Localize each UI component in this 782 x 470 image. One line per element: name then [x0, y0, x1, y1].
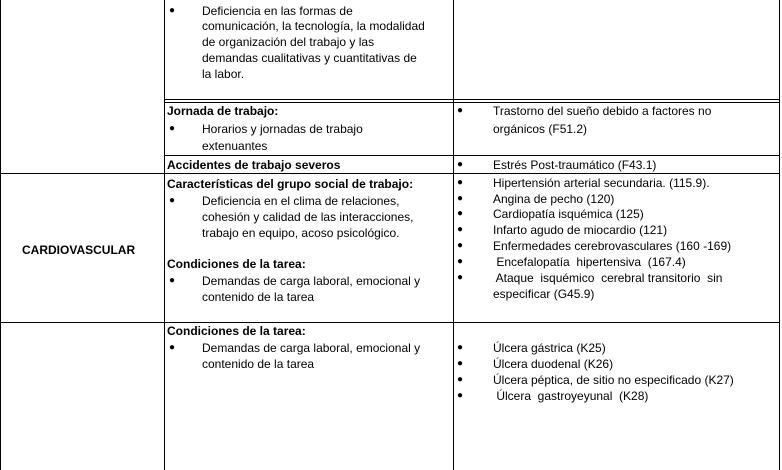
gastro-heading: Condiciones de la tarea:	[167, 324, 306, 338]
table-left-border	[0, 0, 1, 470]
row-divider-4	[0, 322, 780, 323]
table-right-border	[779, 0, 780, 470]
gastro-effect-1: Úlcera gástrica (K25)	[493, 341, 606, 355]
cardio-item1-line-3: trabajo en equipo, acoso psicológico.	[202, 226, 400, 240]
bullet-icon: ●	[457, 177, 464, 188]
bullet-icon: ●	[169, 195, 176, 206]
cardio-effect-4: Infarto agudo de miocardio (121)	[493, 223, 668, 237]
bullet-icon: ●	[457, 342, 464, 353]
column-divider-2	[453, 0, 454, 470]
section1-line-1: Deficiencia en las formas de	[202, 4, 353, 18]
cardio-effect-3: Cardiopatía isquémica (125)	[493, 207, 644, 221]
bullet-icon: ●	[457, 224, 464, 235]
jornada-effect-line-2: orgánicos (F51.2)	[493, 122, 588, 136]
bullet-icon: ●	[457, 159, 464, 170]
cardio-item1-line-2: cohesión y calidad de las interacciones,	[202, 210, 414, 224]
accidentes-heading: Accidentes de trabajo severos	[167, 158, 341, 172]
bullet-icon: ●	[457, 358, 464, 369]
gastro-item-line-2: contenido de la tarea	[202, 357, 315, 371]
row-divider-1	[164, 99, 780, 100]
jornada-item-line-1: Horarios y jornadas de trabajo	[202, 122, 363, 136]
bullet-icon: ●	[457, 390, 464, 401]
bullet-icon: ●	[457, 240, 464, 251]
jornada-effect-line-1: Trastorno del sueño debido a factores no	[493, 104, 712, 118]
row-divider-2	[164, 155, 780, 156]
gastro-item-line-1: Demandas de carga laboral, emocional y	[202, 341, 421, 355]
cardio-item2-line-1: Demandas de carga laboral, emocional y	[202, 274, 421, 288]
section1-line-2: comunicación, la tecnología, la modalidad	[202, 19, 425, 33]
column-divider-1	[164, 0, 165, 470]
jornada-item-line-2: extenuantes	[202, 139, 268, 153]
section1-line-5: la labor.	[202, 67, 245, 81]
cardio-effect-2: Angina de pecho (120)	[493, 192, 615, 206]
cardio-effect-7-continuation: especificar (G45.9)	[493, 287, 595, 301]
cardio-effect-7: Ataque isquémico cerebral transitorio sin	[493, 271, 723, 285]
section1-line-3: de organización del trabajo y las	[202, 35, 375, 49]
bullet-icon: ●	[169, 342, 176, 353]
row-divider-3	[0, 173, 780, 174]
bullet-icon: ●	[457, 272, 464, 283]
bullet-icon: ●	[457, 208, 464, 219]
bullet-icon: ●	[457, 374, 464, 385]
bullet-icon: ●	[169, 123, 176, 134]
gastro-effect-4: Úlcera gastroyeyunal (K28)	[493, 389, 649, 403]
category-cardiovascular: CARDIOVASCULAR	[22, 243, 136, 257]
bullet-icon: ●	[457, 256, 464, 267]
section1-line-4: demandas cualitativas y cuantitativas de	[202, 51, 417, 65]
gastro-effect-3: Úlcera péptica, de sitio no especificado (K27)	[493, 373, 734, 387]
bullet-icon: ●	[457, 193, 464, 204]
jornada-heading: Jornada de trabajo:	[167, 104, 279, 118]
cardio-item1-line-1: Deficiencia en el clima de relaciones,	[202, 194, 400, 208]
bullet-icon: ●	[457, 105, 464, 116]
bullet-icon: ●	[169, 5, 176, 16]
accidentes-effect: Estrés Post-traumático (F43.1)	[493, 158, 657, 172]
cardio-item2-line-2: contenido de la tarea	[202, 290, 315, 304]
gastro-effect-2: Úlcera duodenal (K26)	[493, 357, 614, 371]
bullet-icon: ●	[169, 275, 176, 286]
cardio-effect-5: Enfermedades cerebrovasculares (160 -169)	[493, 239, 732, 253]
cardio-heading-1: Características del grupo social de trabajo:	[167, 177, 414, 191]
cardio-heading-2: Condiciones de la tarea:	[167, 257, 306, 271]
cardio-effect-6: Encefalopatía hipertensiva (167.4)	[493, 255, 686, 269]
cardio-effect-1: Hipertensión arterial secundaria. (115.9).	[493, 176, 710, 190]
